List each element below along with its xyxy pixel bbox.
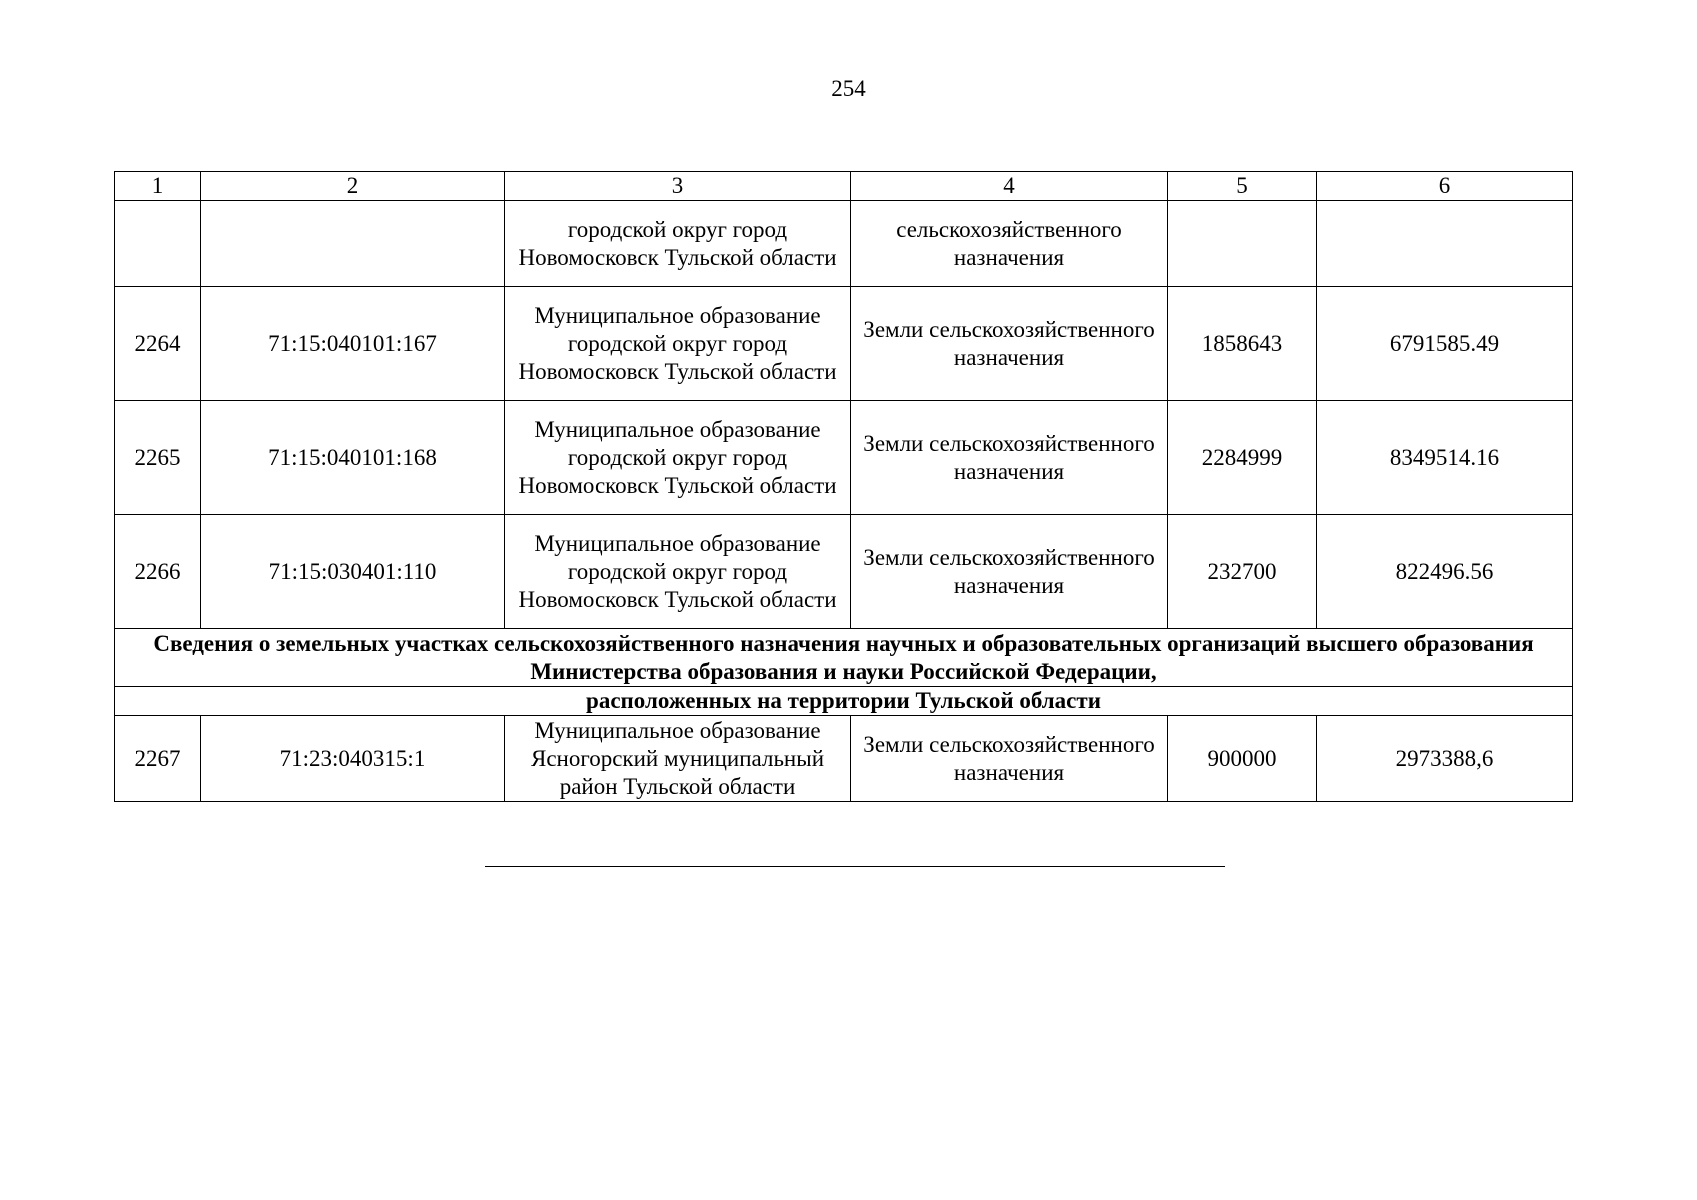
table-cell-municipality: Муниципальное образование городской округ город Новомосковск Тульской области bbox=[505, 515, 851, 629]
section-heading-row bbox=[115, 687, 1573, 716]
footer-divider bbox=[485, 866, 1225, 867]
land-plots-table bbox=[114, 171, 1573, 802]
table-cell-cadastral: 71:15:040101:167 bbox=[201, 287, 505, 401]
table-cell-value bbox=[1317, 201, 1573, 287]
table-row bbox=[115, 716, 1573, 802]
table-cell-area bbox=[1168, 201, 1317, 287]
table-cell-municipality: Муниципальное образование городской округ город Новомосковск Тульской области bbox=[505, 401, 851, 515]
table-cell-num: 2266 bbox=[115, 515, 201, 629]
table-cell-area: 900000 bbox=[1168, 716, 1317, 802]
column-header: 4 bbox=[851, 172, 1168, 201]
table-cell-category: Земли сельскохозяйственного назначения bbox=[851, 401, 1168, 515]
column-header: 5 bbox=[1168, 172, 1317, 201]
table-row bbox=[115, 515, 1573, 629]
section-heading: Сведения о земельных участках сельскохозяйственного назначения научных и образовательных организаций высшего образования Министерства образования и науки Российской Федерации, bbox=[115, 629, 1573, 687]
column-number-header-row bbox=[115, 172, 1573, 201]
page-number: 254 bbox=[831, 76, 866, 101]
column-header: 1 bbox=[115, 172, 201, 201]
table-cell-category: сельскохозяйственного назначения bbox=[851, 201, 1168, 287]
table-cell-municipality: Муниципальное образование городской округ город Новомосковск Тульской области bbox=[505, 287, 851, 401]
column-header: 2 bbox=[201, 172, 505, 201]
column-header: 3 bbox=[505, 172, 851, 201]
table-cell-value: 822496.56 bbox=[1317, 515, 1573, 629]
table-cell-municipality: городской округ город Новомосковск Тульской области bbox=[505, 201, 851, 287]
table-cell-municipality: Муниципальное образование Ясногорский муниципальный район Тульской области bbox=[505, 716, 851, 802]
table-cell-value: 8349514.16 bbox=[1317, 401, 1573, 515]
continuation-row bbox=[115, 201, 1573, 287]
table-cell-value: 6791585.49 bbox=[1317, 287, 1573, 401]
table-row bbox=[115, 401, 1573, 515]
table-cell-cadastral: 71:15:030401:110 bbox=[201, 515, 505, 629]
table-cell-category: Земли сельскохозяйственного назначения bbox=[851, 515, 1168, 629]
section-subheading: расположенных на территории Тульской области bbox=[115, 687, 1573, 716]
table-cell-area: 232700 bbox=[1168, 515, 1317, 629]
table-cell-area: 1858643 bbox=[1168, 287, 1317, 401]
table-cell-num: 2265 bbox=[115, 401, 201, 515]
section-heading-row bbox=[115, 629, 1573, 687]
table-row bbox=[115, 287, 1573, 401]
table-cell-cadastral: 71:15:040101:168 bbox=[201, 401, 505, 515]
table-cell-num bbox=[115, 201, 201, 287]
table-cell-category: Земли сельскохозяйственного назначения bbox=[851, 287, 1168, 401]
table-cell-num: 2264 bbox=[115, 287, 201, 401]
table-cell-cadastral: 71:23:040315:1 bbox=[201, 716, 505, 802]
table-cell-cadastral bbox=[201, 201, 505, 287]
table-cell-num: 2267 bbox=[115, 716, 201, 802]
table-cell-category: Земли сельскохозяйственного назначения bbox=[851, 716, 1168, 802]
table-cell-value: 2973388,6 bbox=[1317, 716, 1573, 802]
table-cell-area: 2284999 bbox=[1168, 401, 1317, 515]
column-header: 6 bbox=[1317, 172, 1573, 201]
